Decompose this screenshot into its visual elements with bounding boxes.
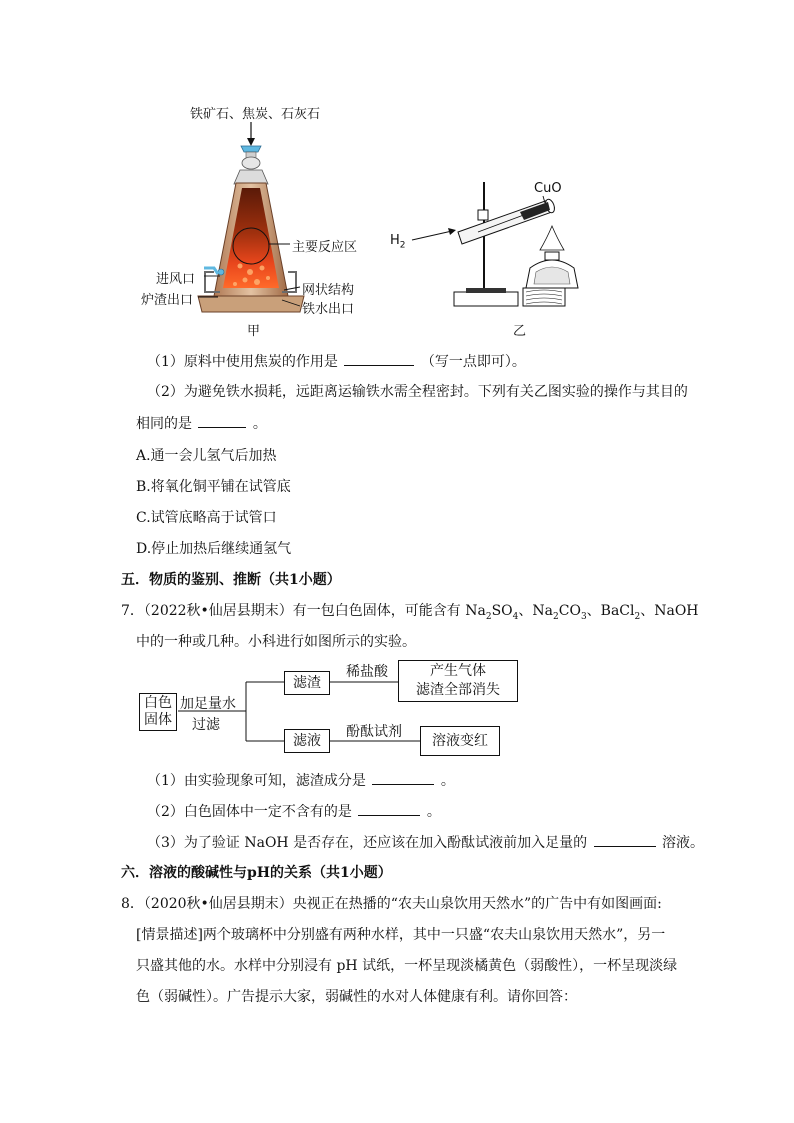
q8-line2: [情景描述]两个玻璃杯中分别盛有两种水样，其中一只盛“农夫山泉饮用天然水”，另一: [136, 927, 666, 943]
label-main-zone: 主要反应区: [292, 240, 358, 255]
q6-option-a[interactable]: A.通一会儿氢气后加热: [136, 448, 277, 464]
flow-box-residue: 滤渣: [284, 671, 330, 695]
q6-option-c[interactable]: C.试管底略高于试管口: [136, 510, 277, 526]
q6-option-d[interactable]: D.停止加热后继续通氢气: [136, 541, 292, 557]
q8-line1: 8．（2020秋•仙居县期末）央视正在热播的“农夫山泉饮用天然水”的广告中有如图画面:: [121, 896, 662, 912]
label-mesh: 网状结构: [302, 283, 355, 298]
flow-reagent-phenolphthalein: 酚酞试剂: [346, 724, 402, 740]
label-slag-outlet: 炉渣出口: [141, 293, 194, 308]
q7-sub1: （1）由实验现象可知，滤渣成分是 。: [147, 770, 455, 791]
label-materials: 铁矿石、焦炭、石灰石: [190, 107, 321, 122]
q7-line2: 中的一种或几种。小科进行如图所示的实验。: [136, 634, 416, 650]
q7-sub3-blank[interactable]: [594, 832, 656, 847]
flow-reagent-hcl: 稀盐酸: [346, 664, 388, 680]
flow-box-result1: 产生气体 滤渣全部消失: [398, 660, 518, 702]
q6-sub1: （1）原料中使用焦炭的作用是 （写一点即可）。: [147, 351, 526, 372]
label-iron-outlet: 铁水出口: [302, 302, 355, 317]
q8-line3: 只盛其他的水。水样中分别浸有 pH 试纸，一杯呈现淡橘黄色（弱酸性），一杯呈现淡绿: [136, 958, 678, 974]
section6-title: 六．溶液的酸碱性与pH的关系（共1小题）: [121, 865, 392, 881]
q7-sub3: （3）为了验证 NaOH 是否存在，还应该在加入酚酞试液前加入足量的 溶液。: [147, 832, 704, 853]
q7-sub1-blank[interactable]: [372, 770, 434, 785]
q6-sub2-line2: 相同的是 。: [136, 413, 267, 434]
q8-line4: 色（弱碱性）。广告提示大家，弱碱性的水对人体健康有利。请你回答：: [136, 989, 577, 1005]
flow-box-filtrate: 滤液: [284, 729, 330, 753]
q7-sub2-blank[interactable]: [358, 801, 420, 816]
label-cuo: CuO: [534, 181, 562, 196]
flow-step-add-water: 加足量水: [180, 696, 236, 712]
label-h2: $H_2$: [390, 233, 406, 251]
q6-option-b[interactable]: B.将氧化铜平铺在试管底: [136, 479, 291, 495]
caption-jia: 甲: [247, 324, 261, 339]
flow-box-result2: 溶液变红: [420, 726, 500, 756]
flow-step-filter: 过滤: [192, 717, 220, 733]
q6-sub2-line1: （2）为避免铁水损耗，远距离运输铁水需全程密封。下列有关乙图实验的操作与其目的: [147, 384, 688, 400]
q7-line1: 7．（2022秋•仙居县期末）有一包白色固体，可能含有 $Na_2SO_4$、$Na_2CO_3$、BaCl$_2$、NaOH: [121, 603, 699, 622]
q7-sub2: （2）白色固体中一定不含有的是 。: [147, 801, 441, 822]
section5-title: 五．物质的鉴别、推断（共1小题）: [121, 572, 341, 588]
flow-box-white-solid: 白色 固体: [139, 693, 177, 731]
label-air-inlet: 进风口: [156, 272, 196, 287]
caption-yi: 乙: [513, 324, 527, 339]
